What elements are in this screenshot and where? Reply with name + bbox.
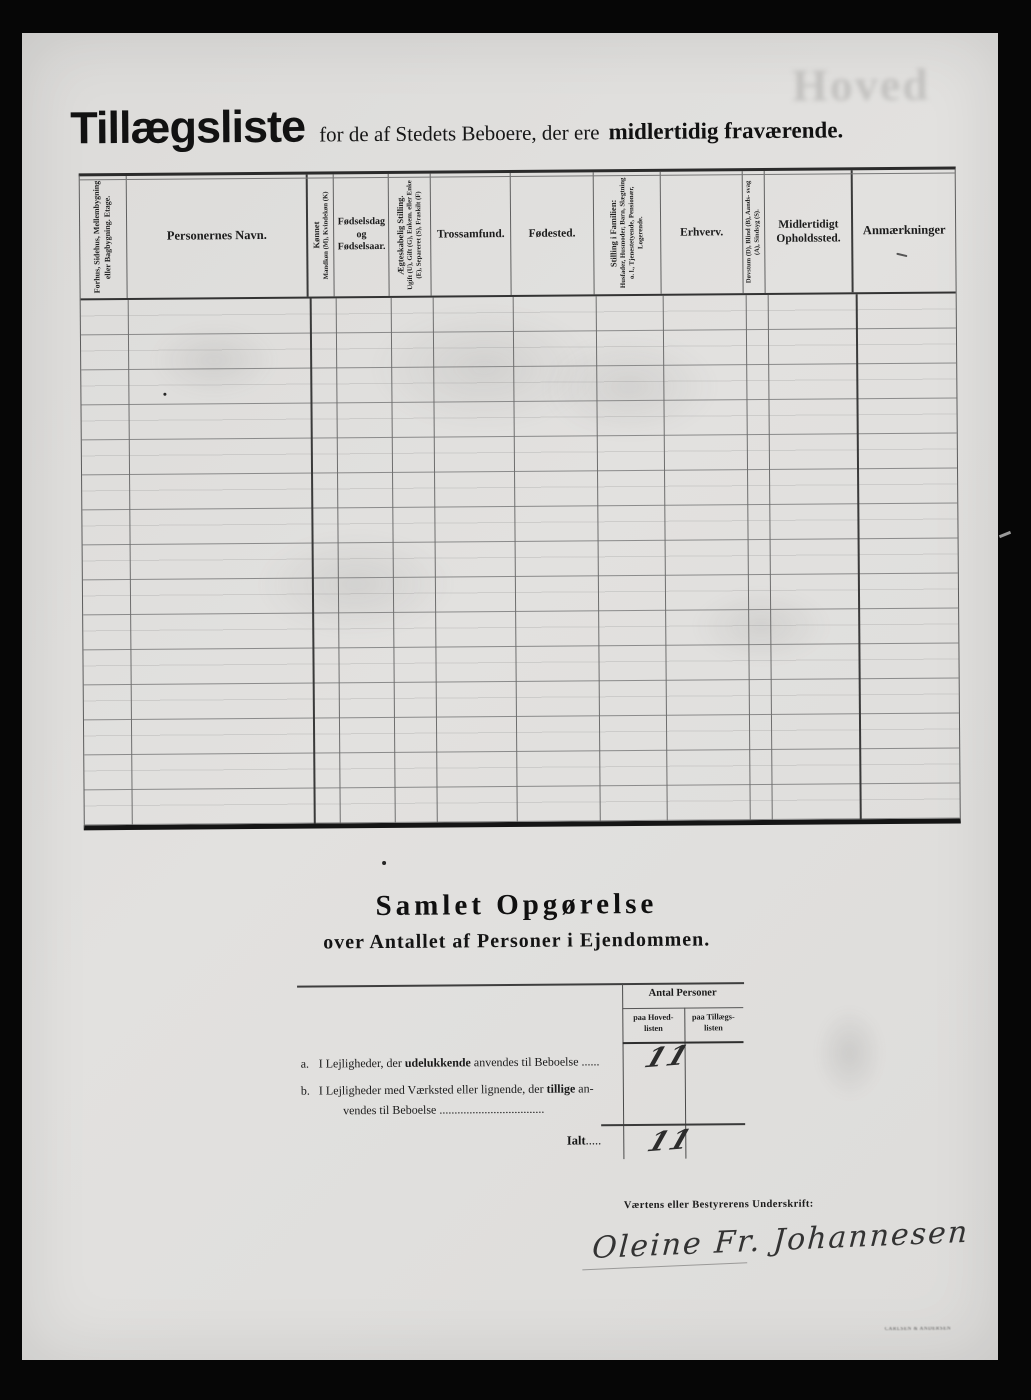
summary-title: Samlet Opgørelse: [375, 887, 658, 923]
form-title: [70, 96, 843, 154]
scan-artifact-dash: [999, 531, 1011, 538]
summary-subtitle: over Antallet af Personer i Ejendommen.: [323, 928, 711, 954]
summary-total-leader: .....: [585, 1133, 602, 1148]
signature-handwritten: Oleine Fr. Johannesen: [591, 1214, 971, 1267]
col-header-anmaerkninger: [853, 169, 956, 292]
summary-row-b-line2: vendes til Beboelse ...................................: [342, 1101, 545, 1118]
summary-row-b: [301, 1081, 621, 1099]
col-header-aegteskabelig: [389, 174, 432, 296]
bleedthrough-smudge: [814, 1005, 885, 1101]
summary-row-a-text-pre: I Lejligheder, der: [318, 1055, 405, 1071]
summary-row-b-text-post: an-: [575, 1081, 594, 1096]
col-header-trossamfund-label: Trossamfund.: [436, 227, 505, 241]
summary-row-a-key: a.: [300, 1056, 310, 1071]
summary-vline-left: [622, 983, 624, 1159]
col-header-foedested-label: Fødested.: [528, 227, 576, 240]
summary-row-a-text-post: anvendes til Beboelse ......: [470, 1054, 600, 1070]
col-header-erhverv: [660, 171, 744, 294]
col-header-stilling: [593, 172, 661, 295]
summary-antal-header: Antal Personer: [648, 987, 717, 999]
summary-total-value-handwritten: 11: [643, 1124, 698, 1159]
bleedthrough-ghost-text: Hoved: [791, 58, 930, 111]
summary-total-label: [495, 1133, 601, 1149]
summary-row-a-text-bold: udelukkende: [404, 1055, 471, 1070]
table-header-row: [80, 169, 956, 300]
printer-mark: CARLSEN & ANDERSEN: [884, 1326, 952, 1333]
col-header-doevstum-label: Døvstum (D), Blind (B), Aands- svag (A), Sindsyg (S).: [745, 180, 762, 284]
form-title-subtitle: for de af Stedets Beboere, der ere: [319, 120, 600, 147]
census-table: [79, 166, 961, 830]
col-header-koennet-title: Kønnet: [310, 222, 322, 250]
col-header-forhus: [80, 176, 128, 298]
summary-row-b-key: b.: [300, 1083, 310, 1098]
table-row: [85, 783, 960, 825]
col-header-doevstum: [743, 171, 766, 293]
col-header-foedselsdag: [334, 174, 390, 296]
table-body: [81, 293, 960, 825]
summary-col-tillaegslisten: paa Tillægs- listen: [691, 1012, 735, 1033]
signature-label: Værtens eller Bestyrerens Underskrift:: [623, 1198, 814, 1212]
col-header-trossamfund: [431, 173, 512, 296]
col-header-foedselsdag-label: Fødselsdag og Fødselsaar.: [337, 216, 386, 253]
document-page: [22, 33, 998, 1360]
summary-row-b-text-bold: tillige: [546, 1081, 576, 1096]
col-header-anmaerkninger-label: Anmærkninger: [862, 222, 946, 238]
col-header-foedested: [511, 172, 595, 295]
col-header-opholdssted: [765, 170, 854, 293]
summary-col-hovedlisten: paa Hoved- listen: [633, 1012, 674, 1033]
col-header-stilling-label: [607, 176, 646, 290]
col-header-aegteskabelig-label: [395, 178, 425, 292]
summary-rule-antal: [622, 1007, 743, 1009]
page-content: [17, 29, 1003, 1364]
col-header-aegteskabelig-title: Ægteskabelig Stilling.: [395, 195, 406, 275]
summary-row-b-text-pre: I Lejligheder med Værksted eller lignende, der: [318, 1081, 547, 1098]
scan-speck: [382, 861, 386, 865]
summary-row-a: [301, 1054, 621, 1072]
col-header-stilling-sub: Husfader, Husmoder, Barn, Slægtning o. l., Tjenestetyende, Pensionær, Logerende.: [618, 177, 645, 289]
scan-speck: [163, 393, 166, 396]
col-header-koennet-label: [311, 191, 332, 279]
summary-total-label-text: Ialt: [566, 1133, 586, 1148]
col-header-aegteskabelig-sub: Ugift (U), Gift (G), Enkem. eller Enke (E), Separeret (S), Fraskilt (F): [406, 179, 423, 290]
form-title-main: Tillægsliste: [70, 100, 306, 154]
col-header-koennet: [308, 174, 335, 296]
col-header-erhverv-label: Erhverv.: [680, 226, 724, 239]
form-title-subtitle-bold: midlertidig fraværende.: [608, 117, 844, 145]
col-header-opholdssted-label: Midlertidigt Opholdssted.: [776, 218, 841, 245]
col-header-forhus-label: Forhus, Sidehus, Mellembygning eller Bagbygning. Etage.: [91, 180, 113, 294]
col-header-personernes-navn: [127, 175, 310, 298]
col-header-personernes-navn-label: Personernes Navn.: [166, 228, 267, 243]
col-header-stilling-title: Stilling i Familien:: [607, 199, 619, 267]
summary-row-a-value-handwritten: 11: [640, 1040, 695, 1075]
col-header-koennet-sub: Mandkøn (M), Kvindekøn (K): [322, 191, 330, 280]
